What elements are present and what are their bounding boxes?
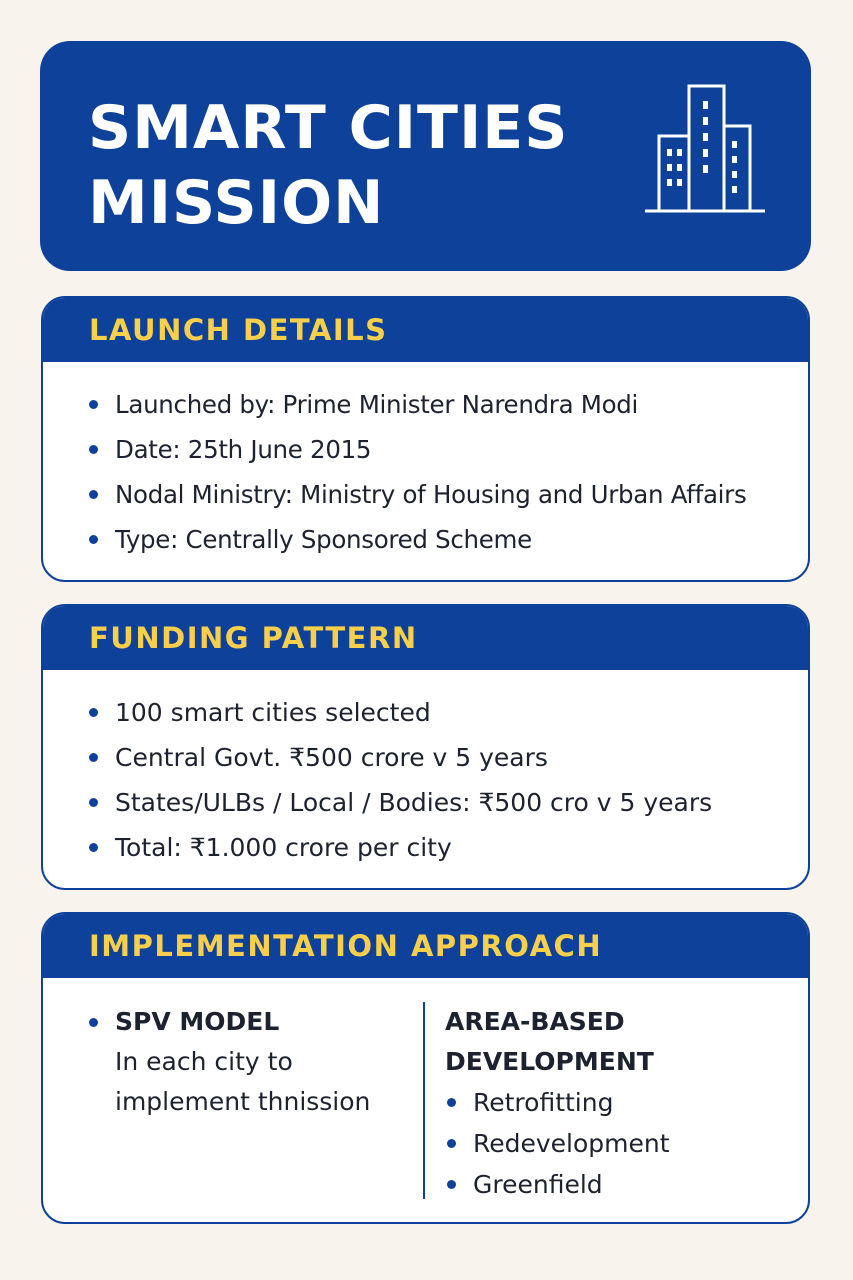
list-item-text: Date: 25th June 2015 (115, 435, 372, 464)
area-based-development-section (445, 1002, 670, 1205)
list-item (43, 517, 808, 562)
list-item (43, 735, 808, 780)
implementation-approach-heading: IMPLEMENTATION APPROACH (89, 929, 603, 963)
page-title (88, 91, 569, 241)
abd-title-line-2: DEVELOPMENT (445, 1047, 654, 1076)
implementation-approach-header (43, 914, 808, 978)
bullet-icon (447, 1180, 456, 1189)
spv-desc-line-2: implement thnission (115, 1087, 371, 1116)
column-divider (423, 1002, 425, 1199)
list-item-text: Greenfield (473, 1170, 603, 1199)
list-item-text: Retrofitting (473, 1088, 614, 1117)
funding-pattern-card (41, 604, 810, 890)
implementation-body (43, 978, 808, 1222)
list-item-text: Nodal Ministry: Ministry of Housing and Urban Affairs (115, 480, 747, 509)
launch-details-list (43, 362, 808, 562)
list-item (43, 825, 808, 870)
list-item-text: Total: ₹1.000 crore per city (115, 833, 452, 862)
launch-details-heading: LAUNCH DETAILS (89, 313, 388, 347)
bullet-icon (89, 753, 98, 762)
page-title-line-2: MISSION (88, 168, 385, 238)
list-item (43, 382, 808, 427)
area-based-development-title (445, 1002, 670, 1082)
page-title-line-1: SMART CITIES (88, 93, 569, 163)
bullet-icon (89, 1018, 98, 1027)
list-item-text: States/ULBs / Local / Bodies: ₹500 cro v 5 years (115, 788, 713, 817)
list-item (445, 1082, 670, 1123)
funding-pattern-header (43, 606, 808, 670)
area-based-development-list (445, 1082, 670, 1205)
spv-desc-line-1: In each city to (115, 1047, 293, 1076)
list-item (43, 472, 808, 517)
list-item (43, 780, 808, 825)
title-banner (40, 41, 811, 271)
list-item-text: 100 smart cities selected (115, 698, 431, 727)
bullet-icon (89, 843, 98, 852)
bullet-icon (447, 1139, 456, 1148)
launch-details-card (41, 296, 810, 582)
implementation-approach-card (41, 912, 810, 1224)
list-item-text: Type: Centrally Sponsored Scheme (115, 525, 532, 554)
list-item (43, 427, 808, 472)
list-item (445, 1123, 670, 1164)
bullet-icon (447, 1098, 456, 1107)
bullet-icon (89, 708, 98, 717)
bullet-icon (89, 445, 98, 454)
list-item-text: Redevelopment (473, 1129, 670, 1158)
buildings-icon (645, 81, 765, 216)
spv-model-description (115, 1042, 415, 1122)
bullet-icon (89, 798, 98, 807)
list-item (445, 1164, 670, 1205)
bullet-icon (89, 400, 98, 409)
funding-pattern-heading: FUNDING PATTERN (89, 621, 418, 655)
list-item-text: Central Govt. ₹500 crore v 5 years (115, 743, 548, 772)
list-item (43, 690, 808, 735)
bullet-icon (89, 535, 98, 544)
abd-title-line-1: AREA-BASED (445, 1007, 625, 1036)
launch-details-header (43, 298, 808, 362)
bullet-icon (89, 490, 98, 499)
funding-pattern-list (43, 670, 808, 870)
list-item-text: Launched by: Prime Minister Narendra Modi (115, 390, 639, 419)
spv-model-title: SPV MODEL (115, 1007, 280, 1036)
